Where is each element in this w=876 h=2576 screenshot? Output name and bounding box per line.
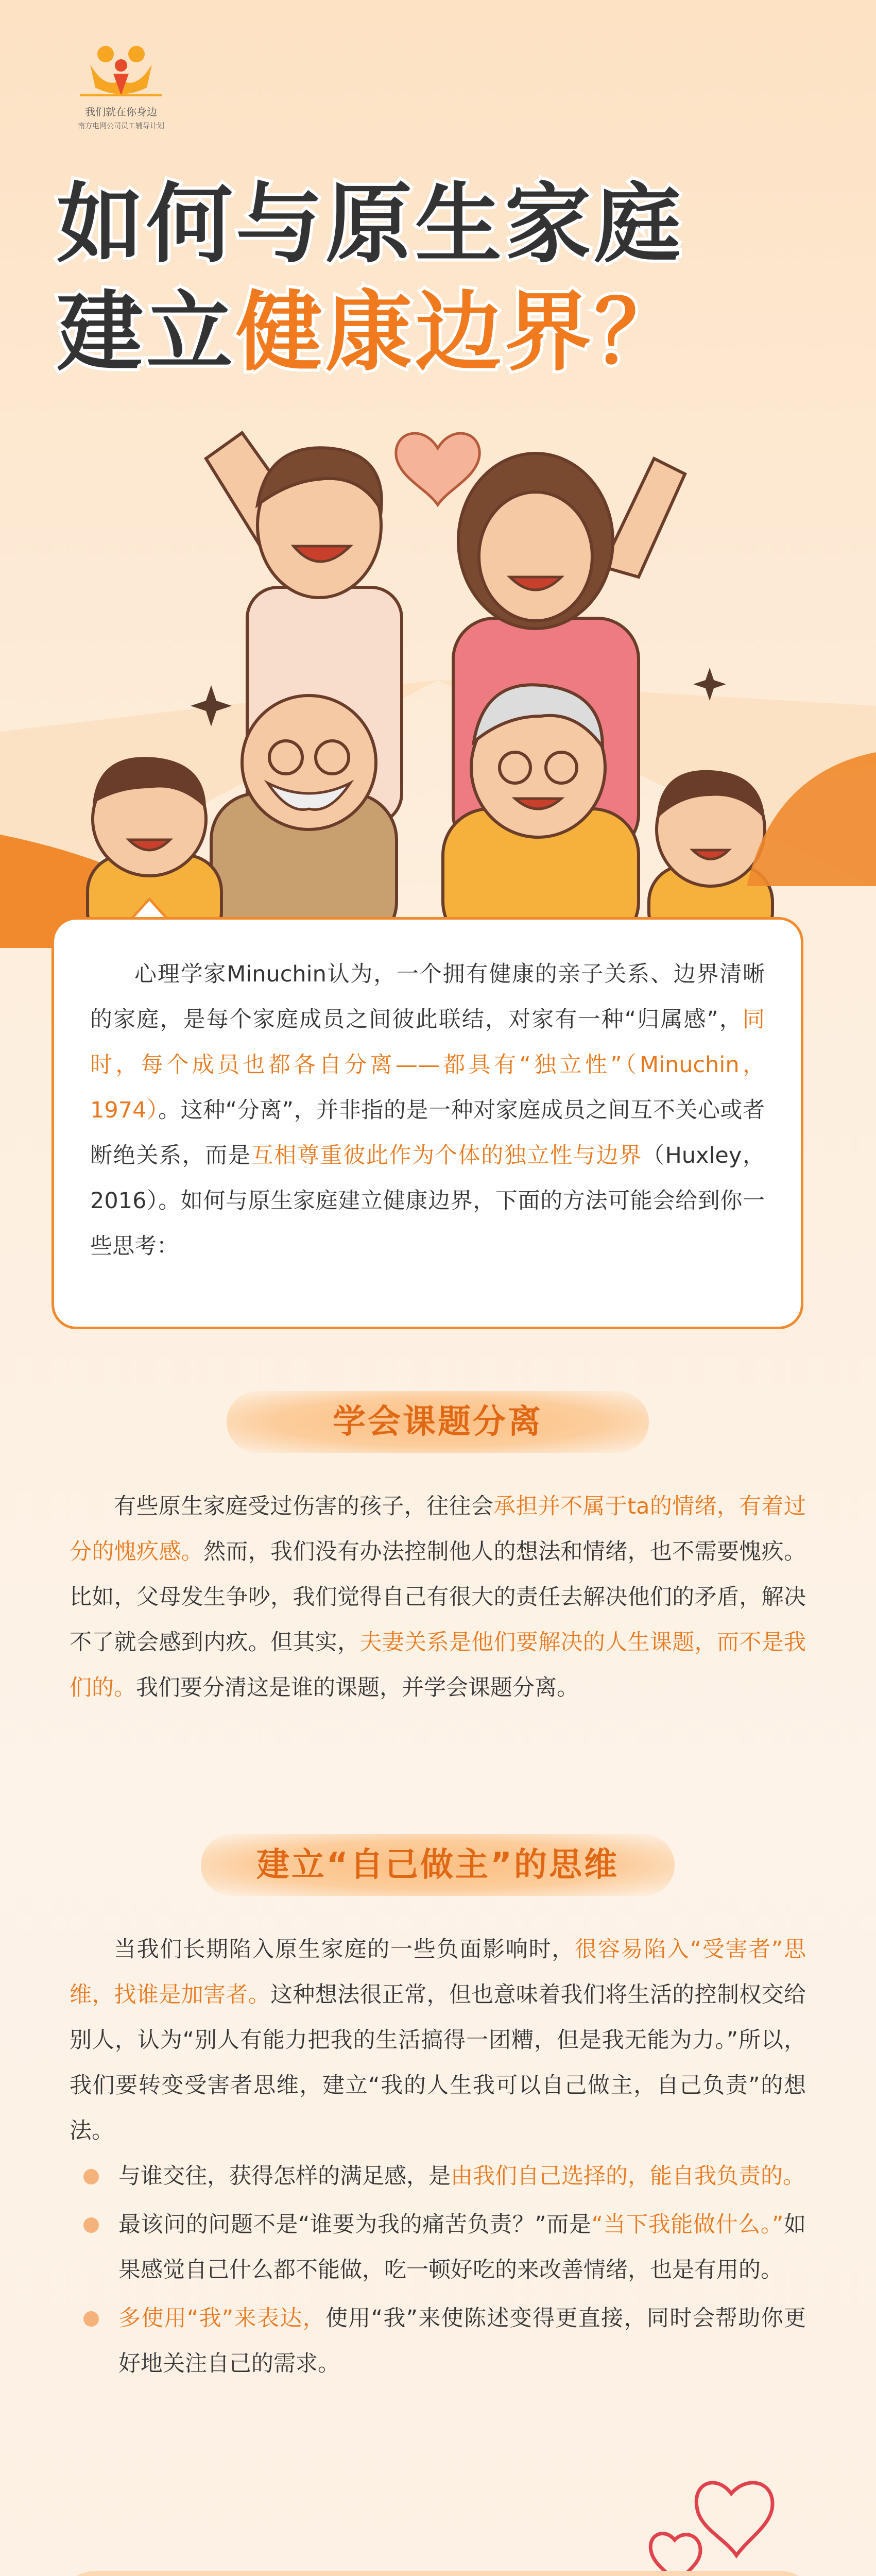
logo-program-name: 南方电网公司员工辅导计划 [78, 122, 164, 130]
bullet-text-pre: 与谁交往，获得怎样的满足感，是 [118, 2163, 451, 2189]
section2-bullet-list [77, 2154, 806, 2389]
bullet-text-highlight: “当下我能做什么。” [591, 2212, 784, 2238]
section1-text-3: 我们要分清这是谁的课题，并学会课题分离。 [136, 1675, 579, 1701]
intro-text-3: （Huxley，2016）。如何与原生家庭建立健康边界，下面的方法可能会给到你一些思考： [90, 1143, 765, 1259]
section1-text-1: 有些原生家庭受过伤害的孩子，往往会 [114, 1494, 494, 1519]
bullet-text-highlight: 由我们自己选择的，能自我负责的。 [451, 2163, 805, 2189]
section2-highlight-1: 很容易陷入“受害者”思维，找谁是加害者。 [70, 1937, 806, 2008]
section-title-topic-separation: 学会课题分离 [227, 1391, 649, 1453]
heart-icon [396, 433, 479, 505]
bullet-text-post: 如果感觉自己什么都不能做，吃一顿好吃的来改善情绪，也是有用的。 [118, 2212, 806, 2283]
family-illustration [0, 371, 876, 948]
section2-text-1: 当我们长期陷入原生家庭的一些负面影响时， [114, 1937, 575, 1962]
intro-text-2: 。这种“分离”，并非指的是一种对家庭成员之间互不关心或者断绝关系，而是 [90, 1097, 765, 1168]
intro-paragraph [90, 952, 765, 1269]
title-line-2 [57, 278, 819, 386]
page-title [57, 170, 819, 386]
bullet-text-pre: 最该问的问题不是“谁要为我的痛苦负责？”而是 [118, 2212, 592, 2238]
bullet-dot-icon [83, 2217, 99, 2233]
bullet-text-post: 使用“我”来使陈述变得更直接，同时会帮助你更好地关注自己的需求。 [118, 2306, 806, 2377]
title-line-2-orange: 健康边界？ [236, 282, 684, 383]
intro-card [51, 917, 803, 1329]
section2-paragraph [70, 1927, 806, 2154]
list-item [77, 2154, 806, 2199]
bullet-text-highlight: 多使用“我”来表达， [118, 2306, 326, 2331]
section2-body [70, 1927, 806, 2154]
section1-body [70, 1484, 806, 1710]
list-item [77, 2202, 806, 2293]
section-title-self-determination: 建立“自己做主”的思维 [201, 1834, 675, 1896]
section1-highlight-1: 承担并不属于ta的情绪，有着过分的愧疚感。 [70, 1494, 806, 1565]
hearts-doodle-icon [603, 2463, 788, 2576]
intro-text-1: 心理学家Minuchin认为，一个拥有健康的亲子关系、边界清晰的家庭，是每个家庭成员之间彼此联结，对家有一种“归属感”， [90, 961, 765, 1032]
section1-highlight-2: 夫妻关系是他们要解决的人生课题，而不是我们的。 [70, 1630, 806, 1701]
bullet-dot-icon [83, 2169, 99, 2184]
bullet-dot-icon [83, 2311, 99, 2327]
family-logo-icon [70, 39, 173, 100]
title-line-1: 如何与原生家庭 [57, 174, 684, 275]
list-item [77, 2296, 806, 2386]
eap-logo [59, 39, 183, 131]
title-line-2-dark: 建立 [57, 282, 236, 383]
closing-callout [59, 2571, 816, 2576]
section1-text-2: 然而，我们没有办法控制他人的想法和情绪，也不需要愧疚。比如，父母发生争吵，我们觉得自己有很大的责任去解决他们的矛盾，解决不了就会感到内疚。但其实， [70, 1539, 806, 1655]
logo-slogan: 我们就在你身边 [85, 106, 157, 118]
section2-text-2: 这种想法很正常，但也意味着我们将生活的控制权交给别人，认为“别人有能力把我的生活搞得一团糟，但是我无能为力。”所以，我们要转变受害者思维，建立“我的人生我可以自己做主，自己负责”的想法。 [70, 1982, 806, 2144]
intro-highlight-1: 同时，每个成员也都各自分离——都具有“独立性”（Minuchin，1974） [90, 1007, 765, 1123]
intro-highlight-2: 互相尊重彼此作为个体的独立性与边界 [251, 1143, 642, 1168]
section1-paragraph [70, 1484, 806, 1710]
